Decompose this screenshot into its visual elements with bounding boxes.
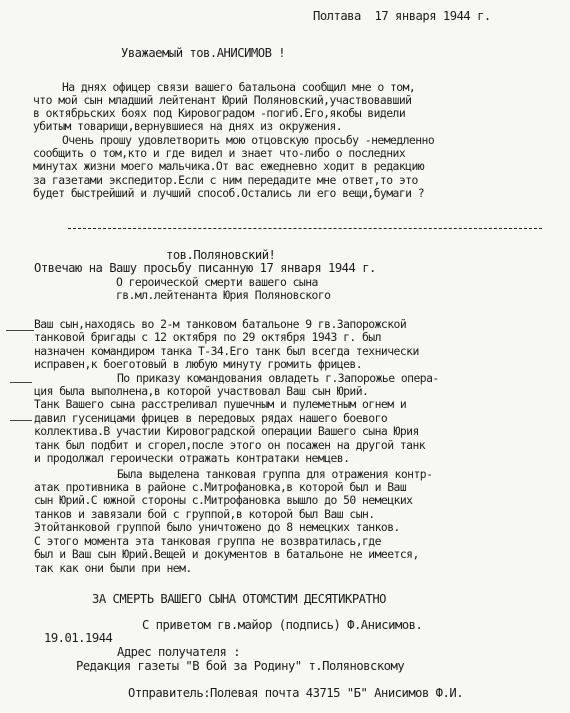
reply-body-line: исправен,к боеготовый в любую минуту громить фрицев. (34, 357, 363, 371)
letter-body-line: минутах жизни моего мальчика.От вас ежедневно ходит в редакцию (33, 159, 425, 173)
reply-subject-line: гв.мл.лейтенанта Юрия Поляновского (116, 288, 331, 302)
reply-body-line: атак противника в районе с.Митрофановка,в которой был и Ваш (34, 480, 407, 494)
reply-body-line: Танк Вашего сына расстреливал пушечным и пулеметным огнем и (34, 397, 407, 411)
reply-body-line: танков и завязали бой с группой,в которой был Ваш сын. (34, 507, 375, 521)
reply-body-line: сын Юрий.С южной стороны с.Митрофановка вышло до 50 немецких (34, 493, 413, 507)
letter-body-line: На днях офицер связи вашего батальона сообщил мне о том, (62, 80, 416, 94)
reply-body-line: С этого момента эта танковая группа не возвратилась,где (34, 534, 381, 548)
margin-mark (10, 420, 32, 421)
reply-body-line: Этойтанковой группой было уничтожено до 8 немецких танков. (34, 520, 400, 534)
reply-body-line: и продолжал героически отражать контратаки немцев. (34, 451, 350, 465)
margin-mark (10, 382, 32, 383)
reply-body-line: коллектива.В участии Кировоградской операции Вашего сына Юрия (34, 424, 419, 438)
reply-body-line: танк был подбит и сгорел,после этого он посажен на другой танк (34, 438, 426, 452)
reply-body-line: так как они были при нем. (34, 561, 192, 575)
slogan: ЗА СМЕРТЬ ВАШЕГО СЫНА ОТОМСТИМ ДЕСЯТИКРАТНО (92, 592, 387, 606)
margin-mark (6, 330, 34, 331)
reply-body-line: давил гусеницами фрицев в передовых рядах нашего боевого (34, 411, 388, 425)
address-label: Адрес получателя : (117, 645, 241, 659)
reply-body-line: танковой бригады с 12 октября по 29 октября 1943 г. был (34, 330, 381, 344)
letter-body-line: будет быстрейший и лучший способ.Остались ли его вещи,бумаги ? (33, 186, 425, 200)
signature: С приветом гв.майор (подпись) Ф.Анисимов. (142, 618, 423, 632)
reply-subject-line: О героической смерти вашего сына (116, 275, 318, 289)
letter-body-line: Очень прошу удовлетворить мою отцовскую просьбу -немедленно (62, 133, 435, 147)
letter-salutation: Уважаемый тов.АНИСИМОВ ! (121, 46, 286, 60)
reply-body-line: Была выделена танковая группа для отражения контр- (117, 467, 433, 481)
reply-body-line: Ваш сын,находясь во 2-м танковом батальоне 9 гв.Запорожской (34, 317, 407, 331)
reply-date: 19.01.1944 (44, 631, 113, 645)
letter-body-line: в октябрьских боях под Кировоградом -погиб.Его,якобы видели (33, 106, 406, 120)
reply-body-line: был и Ваш сын Юрий.Вещей и документов в батальоне не имеется, (34, 547, 419, 561)
sender: Отправитель:Полевая почта 43715 "Б" Анисимов Ф.И. (128, 686, 464, 700)
letter-body-line: убитым товарищи,вернувшиеся на днях из окружения. (33, 119, 343, 133)
letter-body-line: что мой сын младший лейтенант Юрий Поляновский,участвовавший (33, 93, 412, 107)
address: Редакция газеты "В бой за Родину" т.Поляновскому (76, 659, 405, 673)
separator-line (68, 228, 542, 229)
reply-intro: Отвечаю на Вашу просьбу писанную 17 января 1944 г. (34, 261, 376, 275)
reply-body-line: ция была выполнена,в которой участвовал Ваш сын Юрий. (34, 384, 369, 398)
letter-body-line: сообщить о том,кто и где видел и знает что-либо о последних (33, 146, 406, 160)
place-date: Полтава 17 января 1944 г. (313, 9, 491, 23)
reply-salutation: тов.Поляновский! (166, 248, 276, 262)
letter-body-line: за газетами экспедитор.Если с ним передадите мне ответ,то это (33, 173, 418, 187)
reply-body-line: назначен командиром танка Т-34.Его танк был всегда технически (34, 344, 419, 358)
reply-body-line: По приказу командования овладеть г.Запорожье опера- (117, 371, 439, 385)
